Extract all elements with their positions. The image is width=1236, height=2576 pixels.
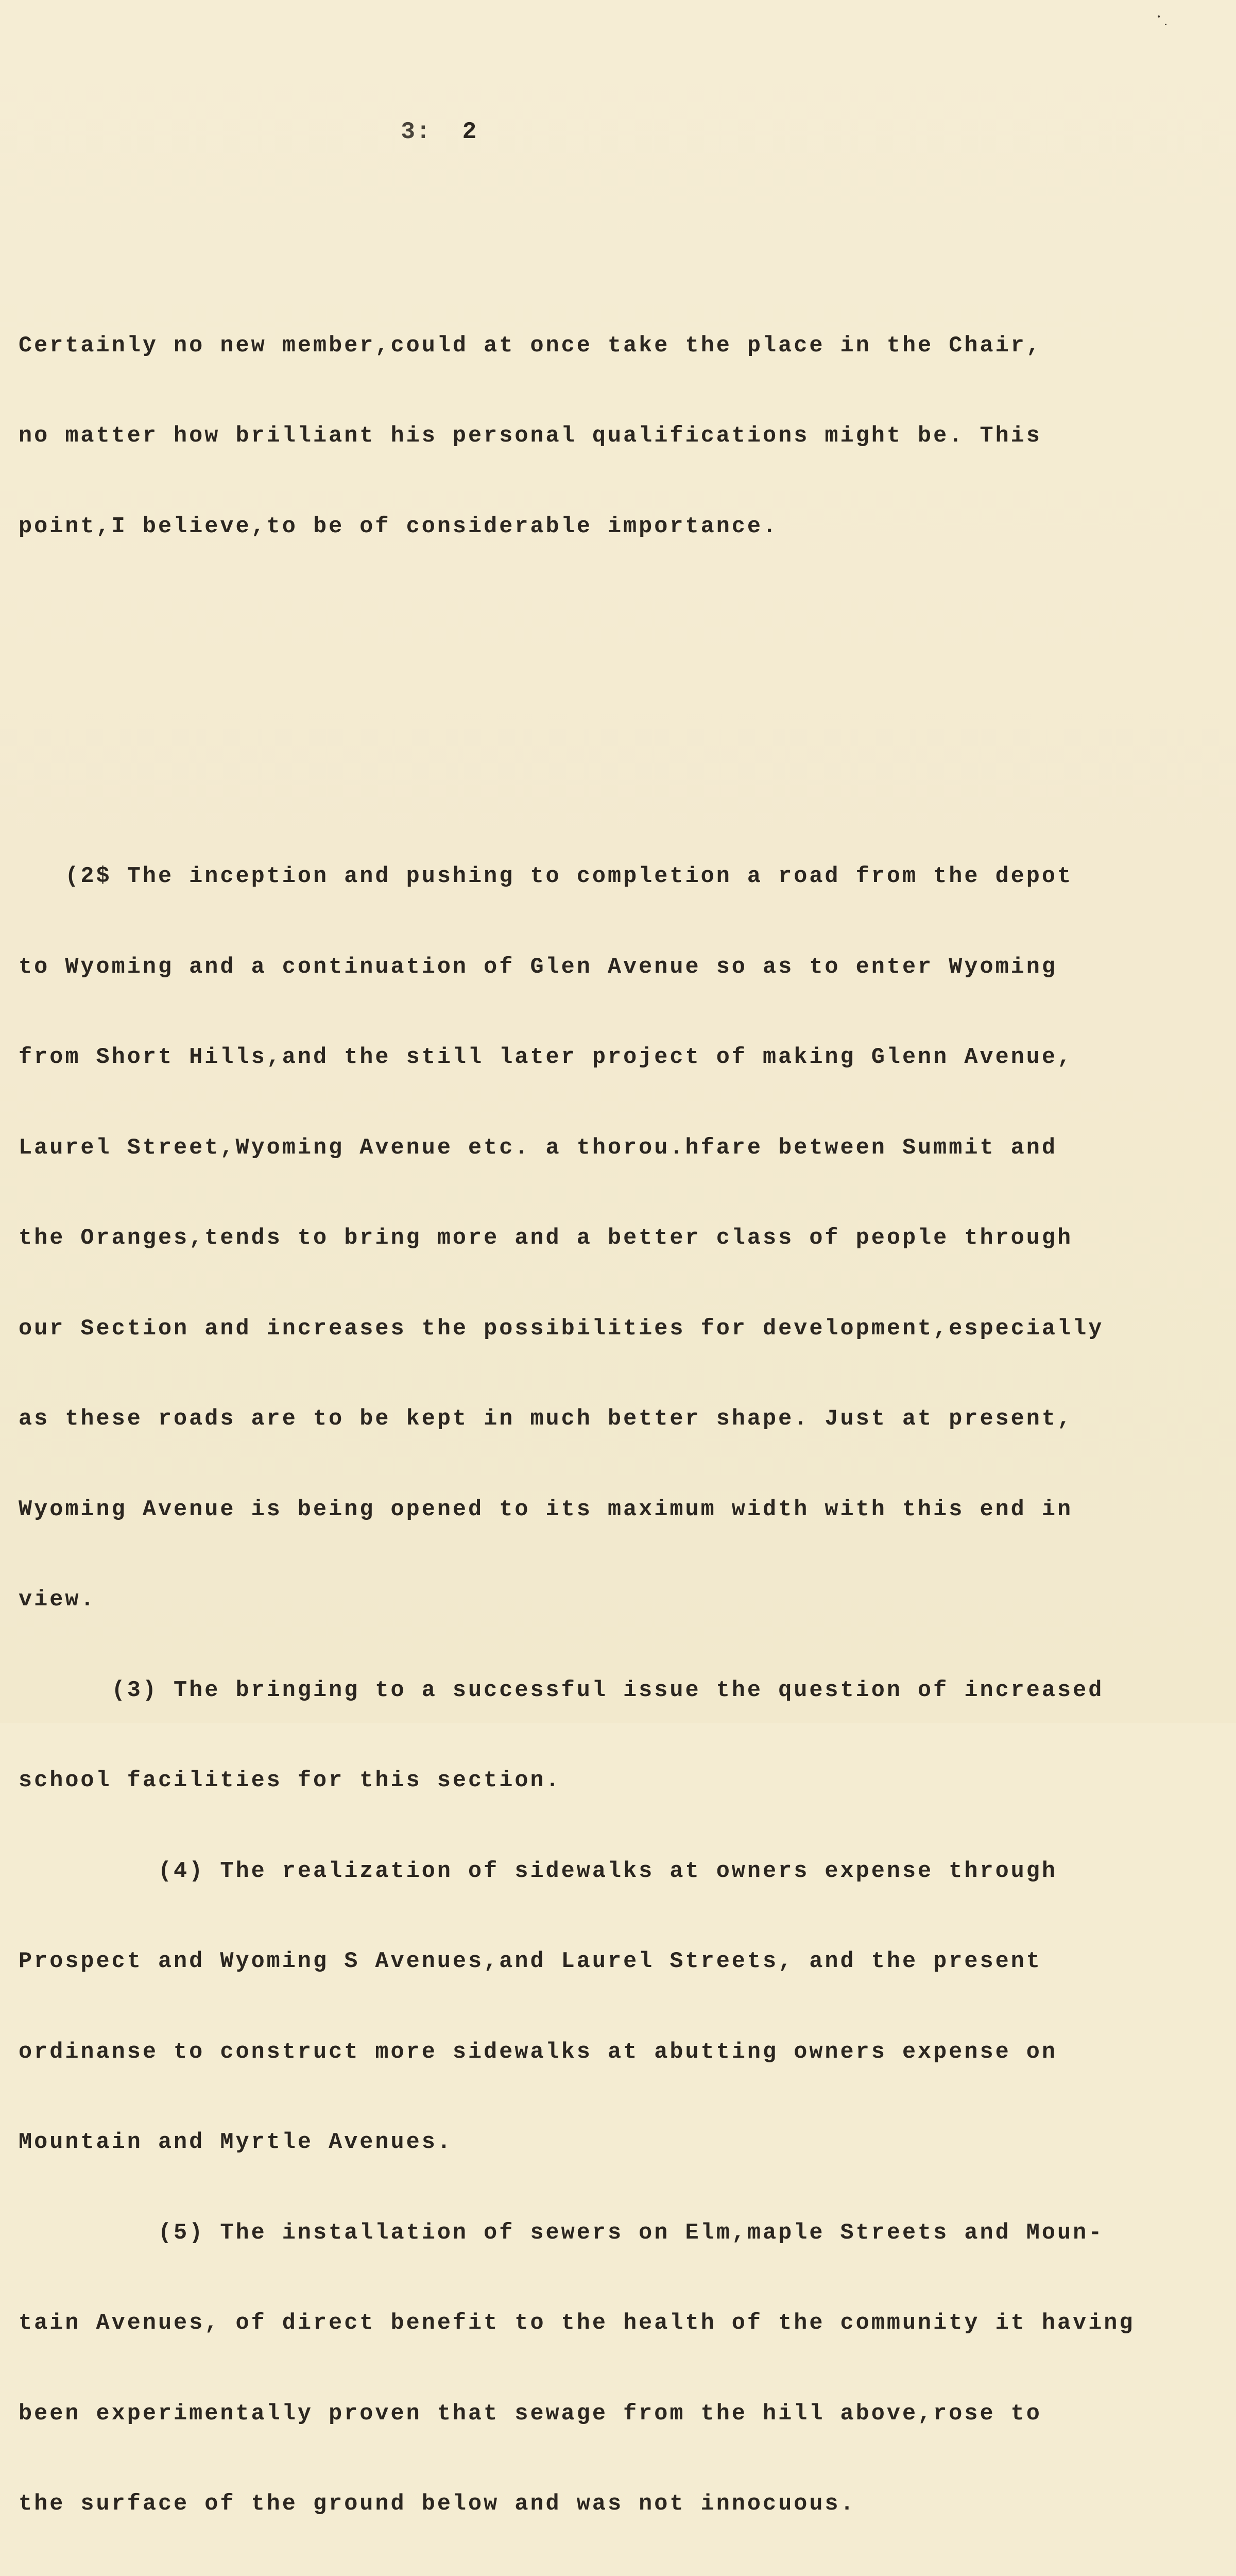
text-line: point,I believe,to be of considerable importance. bbox=[19, 514, 779, 539]
paragraph-2 bbox=[19, 802, 1218, 2576]
text-line: Mountain and Myrtle Avenues. bbox=[19, 2130, 453, 2155]
text-line: from Short Hills,and the still later project of making Glenn Avenue, bbox=[19, 1045, 1073, 1070]
text-line: Laurel Street,Wyoming Avenue etc. a thorou.hfare between Summit and bbox=[19, 1135, 1057, 1161]
page-number-value: 2 bbox=[462, 118, 478, 145]
letter-body bbox=[19, 180, 1218, 2576]
text-line: Certainly no new member,could at once take the place in the Chair, bbox=[19, 333, 1042, 359]
text-line: our Section and increases the possibilities for development,especially bbox=[19, 1316, 1104, 1342]
text-line: (3) The bringing to a successful issue the question of increased bbox=[19, 1677, 1104, 1703]
text-line: (4) The realization of sidewalks at owners expense through bbox=[19, 1858, 1057, 1884]
ink-speck bbox=[1158, 15, 1160, 18]
text-line: been experimentally proven that sewage from the hill above,rose to bbox=[19, 2401, 1042, 2427]
page-number bbox=[340, 92, 477, 172]
text-line: school facilities for this section. bbox=[19, 1768, 561, 1793]
text-line: (5) The installation of sewers on Elm,maple Streets and Moun- bbox=[19, 2220, 1104, 2246]
text-line: no matter how brilliant his personal qualifications might be. This bbox=[19, 423, 1042, 449]
text-line: Wyoming Avenue is being opened to its maximum width with this end in bbox=[19, 1497, 1073, 1522]
text-line: view. bbox=[19, 1587, 96, 1613]
text-line: to Wyoming and a continuation of Glen Avenue so as to enter Wyoming bbox=[19, 954, 1057, 980]
text-line: as these roads are to be kept in much better shape. Just at present, bbox=[19, 1406, 1073, 1432]
text-line: (2$ The inception and pushing to completion a road from the depot bbox=[19, 864, 1073, 889]
paragraph-1 bbox=[19, 271, 1218, 603]
ink-speck bbox=[1165, 24, 1166, 25]
page-number-mark: 3: bbox=[401, 118, 432, 145]
text-line: Prospect and Wyoming S Avenues,and Laurel Streets, and the present bbox=[19, 1949, 1042, 1974]
text-line: tain Avenues, of direct benefit to the health of the community it having bbox=[19, 2311, 1135, 2336]
text-line: ordinanse to construct more sidewalks at abutting owners expense on bbox=[19, 2039, 1057, 2065]
text-line: the surface of the ground below and was not innocuous. bbox=[19, 2492, 856, 2517]
text-line: the Oranges,tends to bring more and a better class of people through bbox=[19, 1226, 1073, 1251]
